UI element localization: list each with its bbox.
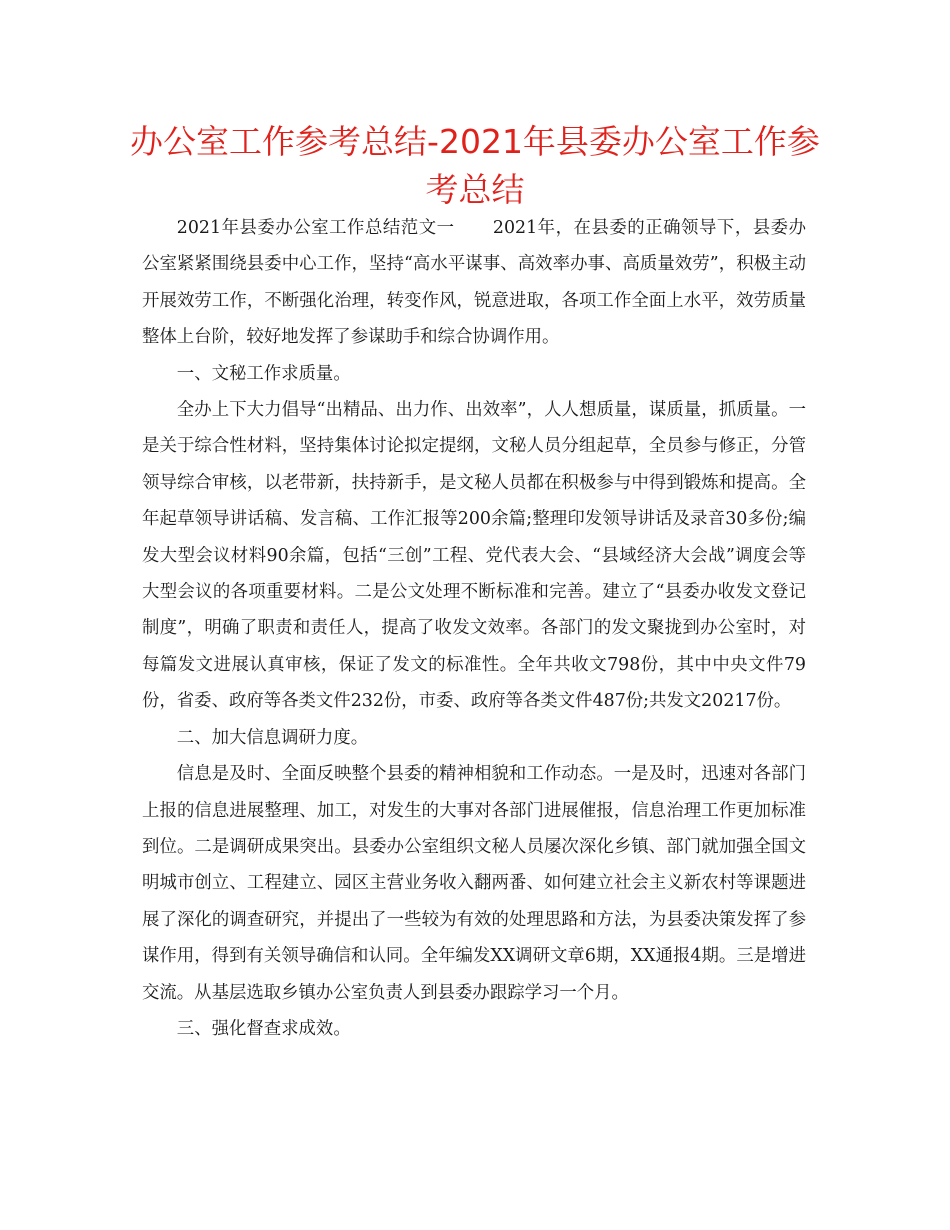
section-heading-2: 二、加大信息调研力度。 [176, 727, 369, 748]
section-heading-3: 三、强化督查求成效。 [176, 1018, 351, 1039]
document-title: 办公室工作参考总结-2021年县委办公室工作参考总结 [130, 122, 820, 209]
intro-text: 2021年，在县委的正确领导下，县委办公室紧紧围绕县委中心工作，坚持“高水平谋事、高效率办事、高质量效劳”，积极主动开展效劳工作，不断强化治理，转变作风，锐意进取，各项工作全面上水平，效劳质量整体上台阶，较好地发挥了参谋助手和综合协调作用。 [142, 218, 806, 348]
intro-paragraph [142, 210, 806, 356]
section-heading-1: 一、文秘工作求质量。 [176, 363, 351, 384]
document-body [142, 210, 806, 1047]
intro-lead: 2021年县委办公室工作总结范文一 [176, 218, 455, 238]
section-paragraph-1: 全办上下大力倡导“出精品、出力作、出效率”，人人想质量，谋质量，抓质量。一是关于综合性材料，坚持集体讨论拟定提纲，文秘人员分组起草，全员参与修正，分管领导综合审核，以老带新，扶持新手，是文秘人员都在积极参与中得到锻炼和提高。全年起草领导讲话稿、发言稿、工作汇报等200余篇;整理印发领导讲话及录音30多份;编发大型会议材料90余篇，包括“三创”工程、党代表大会、“县域经济大会战”调度会等大型会议的各项重要材料。二是公文处理不断标准和完善。建立了“县委办收发文登记制度”，明确了职责和责任人，提高了收发文效率。各部门的发文聚拢到办公室时，对每篇发文进展认真审核，保证了发文的标准性。全年共收文798份，其中中央文件79份，省委、政府等各类文件232份，市委、政府等各类文件487份;共发文20217份。 [142, 400, 806, 712]
section-paragraph-2: 信息是及时、全面反映整个县委的精神相貌和工作动态。一是及时，迅速对各部门上报的信息进展整理、加工，对发生的大事对各部门进展催报，信息治理工作更加标准到位。二是调研成果突出。县委办公室组织文秘人员屡次深化乡镇、部门就加强全国文明城市创立、工程建立、园区主营业务收入翻两番、如何建立社会主义新农村等课题进展了深化的调查研究，并提出了一些较为有效的处理思路和方法，为县委决策发挥了参谋作用，得到有关领导确信和认同。全年编发XX调研文章6期，XX通报4期。三是增进交流。从基层选取乡镇办公室负责人到县委办跟踪学习一个月。 [142, 764, 806, 1003]
